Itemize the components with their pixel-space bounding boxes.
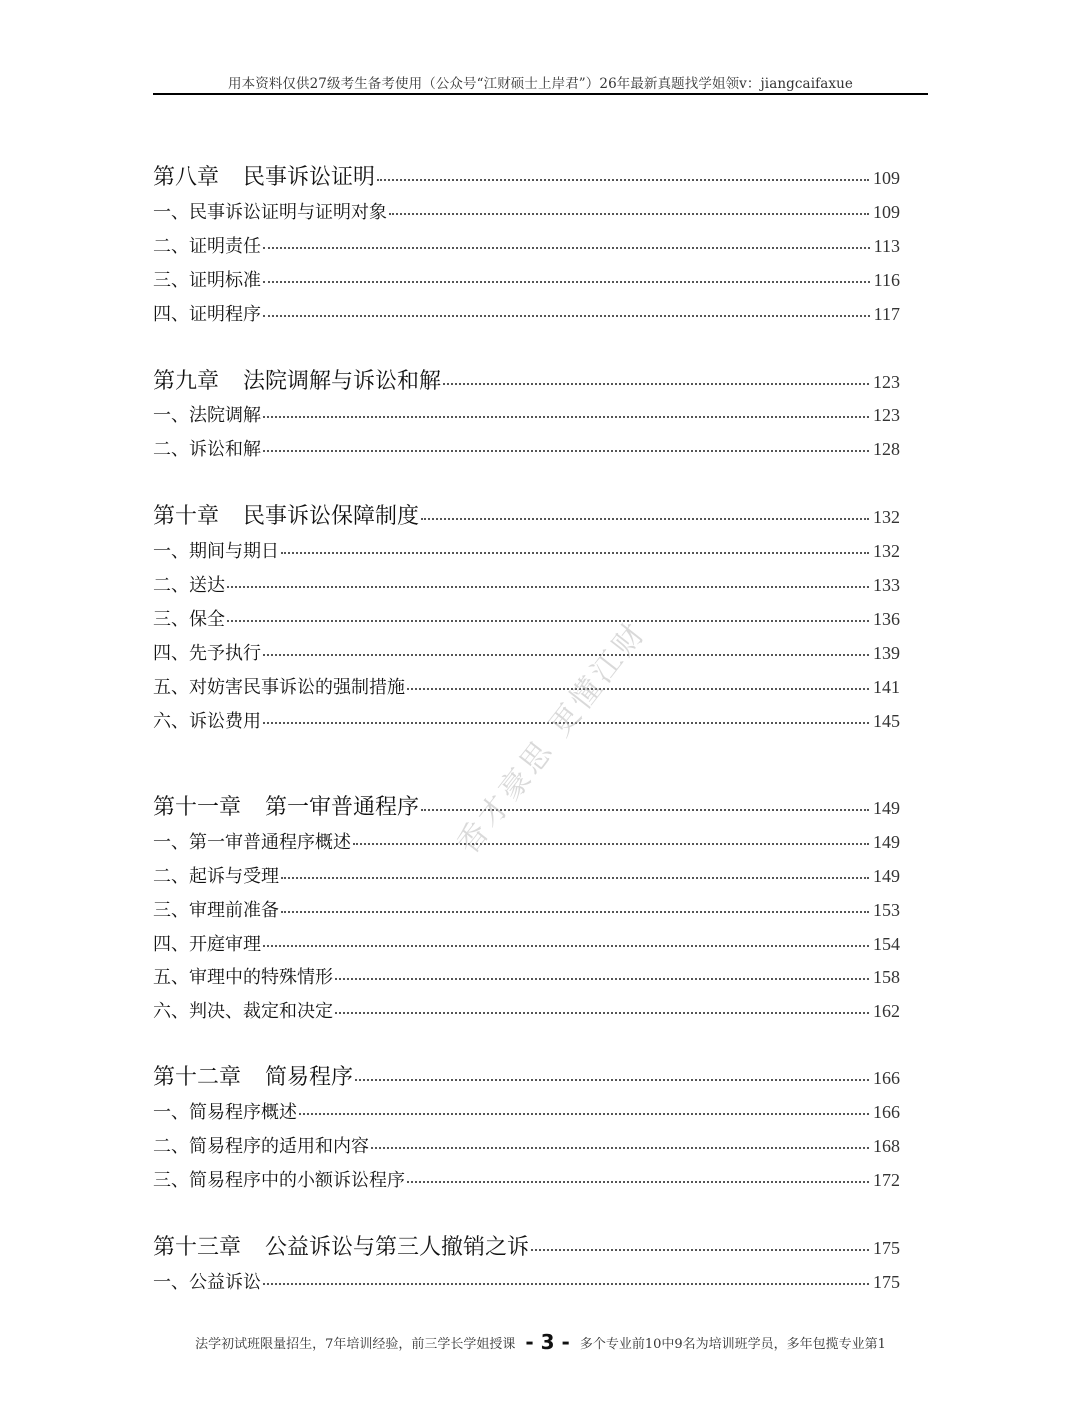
- toc-section[interactable]: [153, 673, 900, 699]
- toc-section[interactable]: [153, 266, 900, 292]
- leader-dots: [281, 877, 869, 879]
- page-header: 用本资料仅供27级考生备考使用（公众号“江财硕士上岸君”）26年最新真题找学姐领v：jiangcaifaxue: [228, 76, 853, 92]
- leader-dots: [263, 654, 869, 656]
- toc-section[interactable]: [153, 828, 900, 854]
- leader-dots: [389, 213, 869, 215]
- section-title: 二、起诉与受理: [153, 866, 279, 887]
- toc-chapter-9[interactable]: [153, 364, 900, 395]
- page-number: 149: [873, 866, 900, 886]
- section-title: 一、第一审普通程序概述: [153, 832, 351, 853]
- toc-chapter-13[interactable]: [153, 1230, 900, 1261]
- watermark: 香才豪思 更懂江财: [450, 614, 654, 862]
- page-number: 109: [873, 168, 900, 188]
- section-title: 六、诉讼费用: [153, 711, 261, 732]
- section-title: 二、证明责任: [153, 236, 261, 257]
- leader-dots: [263, 416, 869, 418]
- page-number: 175: [873, 1238, 900, 1258]
- page-number: 132: [873, 507, 900, 527]
- footer-right-text: 多个专业前10中9名为培训班学员，多年包揽专业第1: [579, 1336, 886, 1352]
- footer-left-text: 法学初试班限量招生，7年培训经验，前三学长学姐授课: [195, 1336, 516, 1352]
- leader-dots: [335, 1012, 869, 1014]
- page-number: 133: [873, 575, 900, 595]
- leader-dots: [443, 383, 869, 385]
- page-number: 128: [873, 439, 900, 459]
- chapter-number: 第八章: [153, 165, 220, 190]
- chapter-title: 第一审普通程序: [265, 795, 420, 820]
- toc-section[interactable]: [153, 571, 900, 597]
- toc-section[interactable]: [153, 930, 900, 956]
- section-title: 二、简易程序的适用和内容: [153, 1136, 369, 1157]
- toc-chapter-12[interactable]: [153, 1060, 900, 1091]
- leader-dots: [531, 1249, 869, 1251]
- chapter-title: 民事诉讼证明: [243, 165, 376, 190]
- page-number: 175: [873, 1272, 900, 1292]
- leader-dots: [263, 281, 870, 283]
- section-title: 一、期间与期日: [153, 541, 279, 562]
- section-title: 三、证明标准: [153, 270, 261, 291]
- leader-dots: [421, 518, 869, 520]
- page-number: 109: [873, 202, 900, 222]
- section-title: 三、保全: [153, 609, 225, 630]
- section-title: 五、对妨害民事诉讼的强制措施: [153, 677, 405, 698]
- section-title: 四、开庭审理: [153, 934, 261, 955]
- page-number: 123: [873, 405, 900, 425]
- toc-section[interactable]: [153, 232, 900, 258]
- toc-section[interactable]: [153, 896, 900, 922]
- leader-dots: [263, 315, 870, 317]
- page-number: 139: [873, 643, 900, 663]
- leader-dots: [263, 247, 870, 249]
- page-number: 132: [873, 541, 900, 561]
- section-title: 一、法院调解: [153, 405, 261, 426]
- chapter-number: 第十章: [153, 504, 220, 529]
- leader-dots: [281, 552, 869, 554]
- page-number: 123: [873, 372, 900, 392]
- leader-dots: [263, 945, 869, 947]
- section-title: 一、民事诉讼证明与证明对象: [153, 202, 387, 223]
- page-number: 136: [873, 609, 900, 629]
- section-title: 一、简易程序概述: [153, 1102, 297, 1123]
- toc-chapter-10[interactable]: [153, 499, 900, 530]
- chapter-number: 第十一章: [153, 795, 242, 820]
- toc-section[interactable]: [153, 401, 900, 427]
- chapter-title: 简易程序: [265, 1065, 354, 1090]
- page-number: 153: [873, 900, 900, 920]
- toc-section[interactable]: [153, 1132, 900, 1158]
- chapter-number: 第十二章: [153, 1065, 242, 1090]
- section-title: 三、审理前准备: [153, 900, 279, 921]
- leader-dots: [371, 1147, 869, 1149]
- page-number: 168: [873, 1136, 900, 1156]
- footer-page-number: - 3 -: [525, 1330, 570, 1354]
- toc-section[interactable]: [153, 1166, 900, 1192]
- leader-dots: [407, 1181, 869, 1183]
- leader-dots: [281, 911, 869, 913]
- leader-dots: [335, 978, 869, 980]
- page-number: 166: [873, 1068, 900, 1088]
- page-number: 172: [873, 1170, 900, 1190]
- toc-section[interactable]: [153, 605, 900, 631]
- page-number: 158: [873, 967, 900, 987]
- toc-section[interactable]: [153, 198, 900, 224]
- header-rule: [153, 93, 928, 95]
- toc-section[interactable]: [153, 862, 900, 888]
- leader-dots: [377, 179, 869, 181]
- page-number: 113: [873, 236, 900, 256]
- chapter-number: 第十三章: [153, 1235, 242, 1260]
- toc-section[interactable]: [153, 537, 900, 563]
- page-number: 162: [873, 1001, 900, 1021]
- page-number: 117: [873, 304, 900, 324]
- chapter-title: 法院调解与诉讼和解: [243, 369, 442, 394]
- leader-dots: [263, 1283, 869, 1285]
- chapter-number: 第九章: [153, 369, 220, 394]
- leader-dots: [299, 1113, 869, 1115]
- page-number: 116: [873, 270, 900, 290]
- page-number: 149: [873, 832, 900, 852]
- section-title: 四、先予执行: [153, 643, 261, 664]
- toc-section[interactable]: [153, 639, 900, 665]
- leader-dots: [407, 688, 869, 690]
- leader-dots: [353, 843, 869, 845]
- toc-section[interactable]: [153, 963, 900, 989]
- section-title: 二、诉讼和解: [153, 439, 261, 460]
- section-title: 四、证明程序: [153, 304, 261, 325]
- chapter-title: 民事诉讼保障制度: [243, 504, 420, 529]
- page-number: 145: [873, 711, 900, 731]
- section-title: 六、判决、裁定和决定: [153, 1001, 333, 1022]
- page-number: 149: [873, 798, 900, 818]
- chapter-title: 公益诉讼与第三人撤销之诉: [265, 1235, 530, 1260]
- toc-section[interactable]: [153, 1098, 900, 1124]
- leader-dots: [227, 620, 869, 622]
- toc-section[interactable]: [153, 997, 900, 1023]
- section-title: 二、送达: [153, 575, 225, 596]
- section-title: 五、审理中的特殊情形: [153, 967, 333, 988]
- page-number: 154: [873, 934, 900, 954]
- section-title: 三、简易程序中的小额诉讼程序: [153, 1170, 405, 1191]
- section-title: 一、公益诉讼: [153, 1272, 261, 1293]
- leader-dots: [227, 586, 869, 588]
- leader-dots: [355, 1079, 869, 1081]
- page-number: 166: [873, 1102, 900, 1122]
- page-number: 141: [873, 677, 900, 697]
- page-footer: [153, 1328, 928, 1356]
- toc-section[interactable]: [153, 435, 900, 461]
- toc-section[interactable]: [153, 300, 900, 326]
- toc-chapter-8[interactable]: [153, 160, 900, 191]
- leader-dots: [263, 450, 869, 452]
- toc-section[interactable]: [153, 1268, 900, 1294]
